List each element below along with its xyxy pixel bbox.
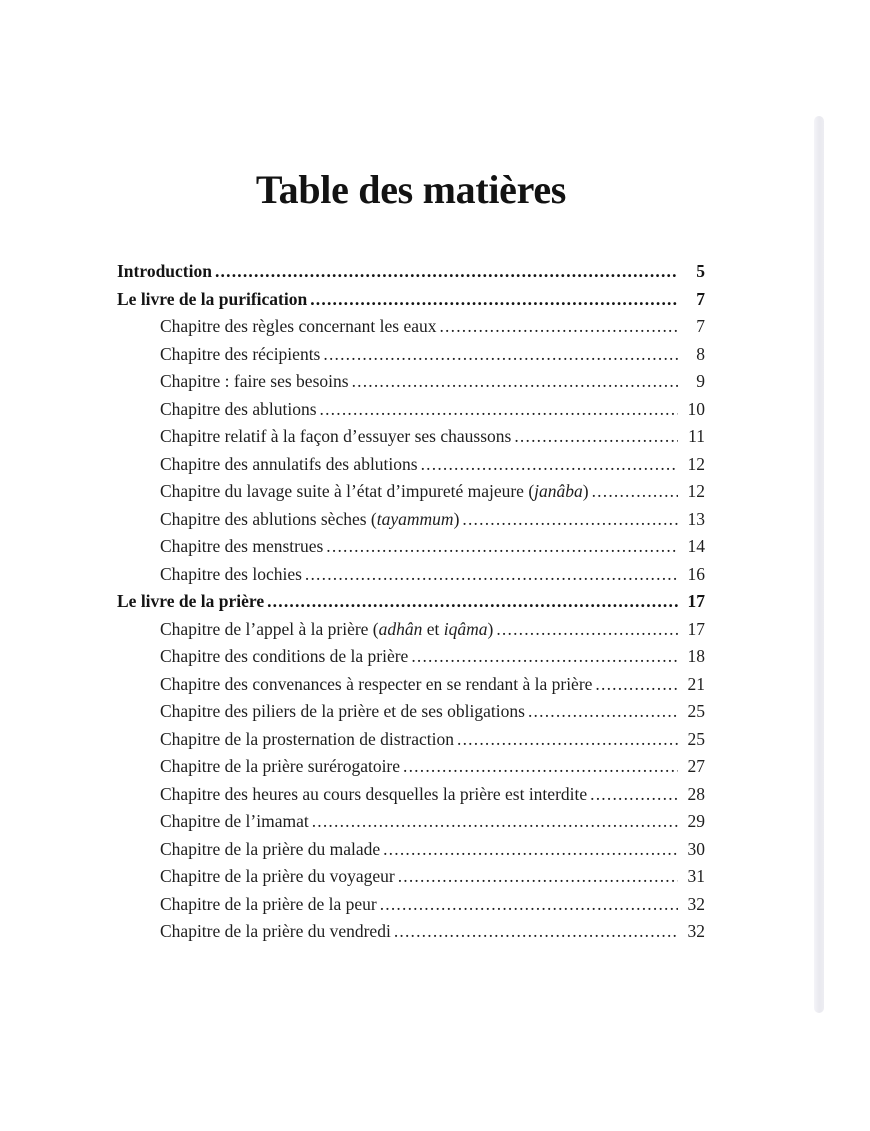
toc-entry <box>117 891 705 919</box>
toc-entry <box>117 588 705 616</box>
toc-label-text: Le livre de la purification <box>117 288 308 309</box>
toc-dot-leader <box>462 506 678 534</box>
toc-entry-page: 27 <box>687 756 705 776</box>
toc-entry-label <box>160 396 317 424</box>
toc-entry <box>117 561 705 589</box>
toc-entry-page: 12 <box>687 453 705 474</box>
toc-entry <box>117 258 705 286</box>
toc-dot-leader <box>352 368 678 396</box>
toc-label-text: Chapitre de la prière surérogatoire <box>160 756 401 776</box>
toc-dot-leader <box>398 863 678 891</box>
toc-entry-label <box>117 286 307 314</box>
toc-label-text: Chapitre du lavage suite à l’état d’impureté majeure ( <box>160 481 535 501</box>
toc-label-text: Chapitre relatif à la façon d’essuyer ses chaussons <box>160 426 512 446</box>
toc-dot-leader <box>267 588 678 616</box>
toc-entry-label <box>160 451 418 479</box>
toc-dot-leader <box>421 451 678 479</box>
toc-entry <box>117 836 705 864</box>
toc-entry <box>117 341 705 369</box>
toc-label-text: et <box>422 618 444 639</box>
toc-entry-label <box>160 836 380 864</box>
toc-entry-page: 18 <box>687 646 705 666</box>
toc-entry-page: 31 <box>687 866 705 886</box>
toc-entry-page: 32 <box>687 921 705 941</box>
table-of-contents <box>117 258 705 946</box>
toc-entry-page: 7 <box>696 288 705 309</box>
toc-dot-leader <box>383 836 678 864</box>
toc-dot-leader <box>380 891 678 919</box>
toc-dot-leader <box>320 396 678 424</box>
toc-entry-page: 21 <box>687 673 705 694</box>
toc-dot-leader <box>514 423 678 451</box>
toc-entry-label <box>160 863 395 891</box>
toc-label-text: Chapitre des règles concernant les eaux <box>160 316 437 336</box>
page-title: Table des matières <box>255 167 567 212</box>
page-edge-shadow <box>814 116 824 1013</box>
toc-label-text: Chapitre : faire ses besoins <box>160 371 349 391</box>
toc-entry-label <box>160 643 408 671</box>
toc-label-text: Chapitre des menstrues <box>160 536 324 556</box>
toc-entry-page: 7 <box>696 316 705 336</box>
toc-entry <box>117 643 705 671</box>
toc-entry <box>117 286 705 314</box>
toc-entry <box>117 863 705 891</box>
toc-dot-leader <box>310 286 678 314</box>
toc-label-text: Chapitre des récipients <box>160 343 321 364</box>
toc-entry-page: 8 <box>696 343 705 364</box>
toc-label-text: Chapitre de la prière du voyageur <box>160 866 395 886</box>
toc-entry-label <box>160 698 525 726</box>
toc-label-text: ) <box>453 508 460 529</box>
toc-entry-label <box>160 423 511 451</box>
toc-entry-page: 32 <box>687 893 705 914</box>
toc-entry <box>117 753 705 781</box>
toc-label-text: Chapitre des piliers de la prière et de ses obligations <box>160 701 525 721</box>
toc-entry-label <box>160 478 589 506</box>
toc-entry-label <box>117 588 264 616</box>
toc-entry-label <box>160 891 377 919</box>
toc-entry-label <box>160 726 454 754</box>
toc-label-text: Chapitre de la prière du malade <box>160 838 381 859</box>
toc-entry <box>117 726 705 754</box>
toc-entry-page: 28 <box>687 783 705 804</box>
toc-label-text: ) <box>582 481 589 501</box>
toc-entry-page: 5 <box>696 261 705 281</box>
toc-label-text: Chapitre des ablutions <box>160 398 317 419</box>
toc-dot-leader <box>326 533 678 561</box>
toc-dot-leader <box>215 258 678 286</box>
toc-dot-leader <box>457 726 678 754</box>
toc-label-italic-term: adhân <box>378 618 423 639</box>
toc-dot-leader <box>595 671 678 699</box>
toc-entry-label <box>160 533 323 561</box>
toc-entry-label <box>160 918 391 946</box>
toc-entry-label <box>160 808 309 836</box>
toc-label-text: Chapitre des ablutions sèches ( <box>160 508 377 529</box>
toc-dot-leader <box>394 918 678 946</box>
toc-entry-page: 25 <box>687 728 705 749</box>
toc-label-text: Chapitre de la prière du vendredi <box>160 921 391 941</box>
toc-entry-label <box>160 313 436 341</box>
toc-entry <box>117 533 705 561</box>
toc-entry <box>117 368 705 396</box>
toc-entry-page: 12 <box>687 481 705 501</box>
toc-dot-leader <box>590 781 678 809</box>
toc-entry-page: 11 <box>688 426 705 446</box>
toc-entry-page: 14 <box>687 536 705 556</box>
toc-label-text: Chapitre des annulatifs des ablutions <box>160 453 418 474</box>
toc-entry-page: 16 <box>687 563 705 584</box>
toc-dot-leader <box>496 616 678 644</box>
toc-entry <box>117 781 705 809</box>
toc-dot-leader <box>312 808 678 836</box>
toc-entry <box>117 506 705 534</box>
toc-entry-page: 29 <box>687 811 705 831</box>
toc-entry-page: 17 <box>687 591 705 611</box>
toc-entry-label <box>160 671 592 699</box>
toc-label-text: Chapitre des lochies <box>160 563 302 584</box>
toc-label-italic-term: iqâma <box>443 618 488 639</box>
toc-entry <box>117 698 705 726</box>
toc-entry <box>117 671 705 699</box>
toc-entry-label <box>117 258 212 286</box>
toc-label-italic-term: janâba <box>534 481 583 501</box>
toc-entry-page: 30 <box>687 838 705 859</box>
toc-entry <box>117 918 705 946</box>
toc-entry-page: 9 <box>696 371 705 391</box>
toc-label-italic-term: tayammum <box>376 508 454 529</box>
toc-entry-page: 25 <box>687 701 705 721</box>
toc-entry-label <box>160 561 302 589</box>
toc-dot-leader <box>528 698 678 726</box>
toc-label-text: Introduction <box>117 261 212 281</box>
toc-dot-leader <box>592 478 678 506</box>
toc-entry <box>117 478 705 506</box>
toc-dot-leader <box>403 753 678 781</box>
toc-label-text: Chapitre de la prosternation de distraction <box>160 728 455 749</box>
toc-dot-leader <box>323 341 678 369</box>
toc-dot-leader <box>411 643 678 671</box>
toc-label-text: Chapitre des conditions de la prière <box>160 646 409 666</box>
toc-entry <box>117 396 705 424</box>
toc-label-text: Chapitre de l’appel à la prière ( <box>160 618 379 639</box>
toc-label-text: Chapitre de la prière de la peur <box>160 893 377 914</box>
toc-entry-page: 17 <box>687 618 705 639</box>
toc-entry <box>117 808 705 836</box>
toc-entry-label <box>160 341 320 369</box>
toc-entry <box>117 313 705 341</box>
toc-entry-label <box>160 368 349 396</box>
toc-label-text: Chapitre des heures au cours desquelles la prière est interdite <box>160 783 588 804</box>
toc-label-text: ) <box>487 618 494 639</box>
toc-entry <box>117 451 705 479</box>
toc-label-text: Chapitre des convenances à respecter en se rendant à la prière <box>160 673 593 694</box>
toc-dot-leader <box>305 561 678 589</box>
toc-entry-page: 13 <box>687 508 705 529</box>
toc-entry-label <box>160 753 400 781</box>
toc-entry-label <box>160 781 587 809</box>
toc-label-text: Le livre de la prière <box>117 591 265 611</box>
toc-entry-label <box>160 616 493 644</box>
toc-entry-page: 10 <box>687 398 705 419</box>
toc-entry-label <box>160 506 459 534</box>
toc-label-text: Chapitre de l’imamat <box>160 811 309 831</box>
toc-dot-leader <box>439 313 678 341</box>
toc-entry <box>117 616 705 644</box>
toc-entry <box>117 423 705 451</box>
